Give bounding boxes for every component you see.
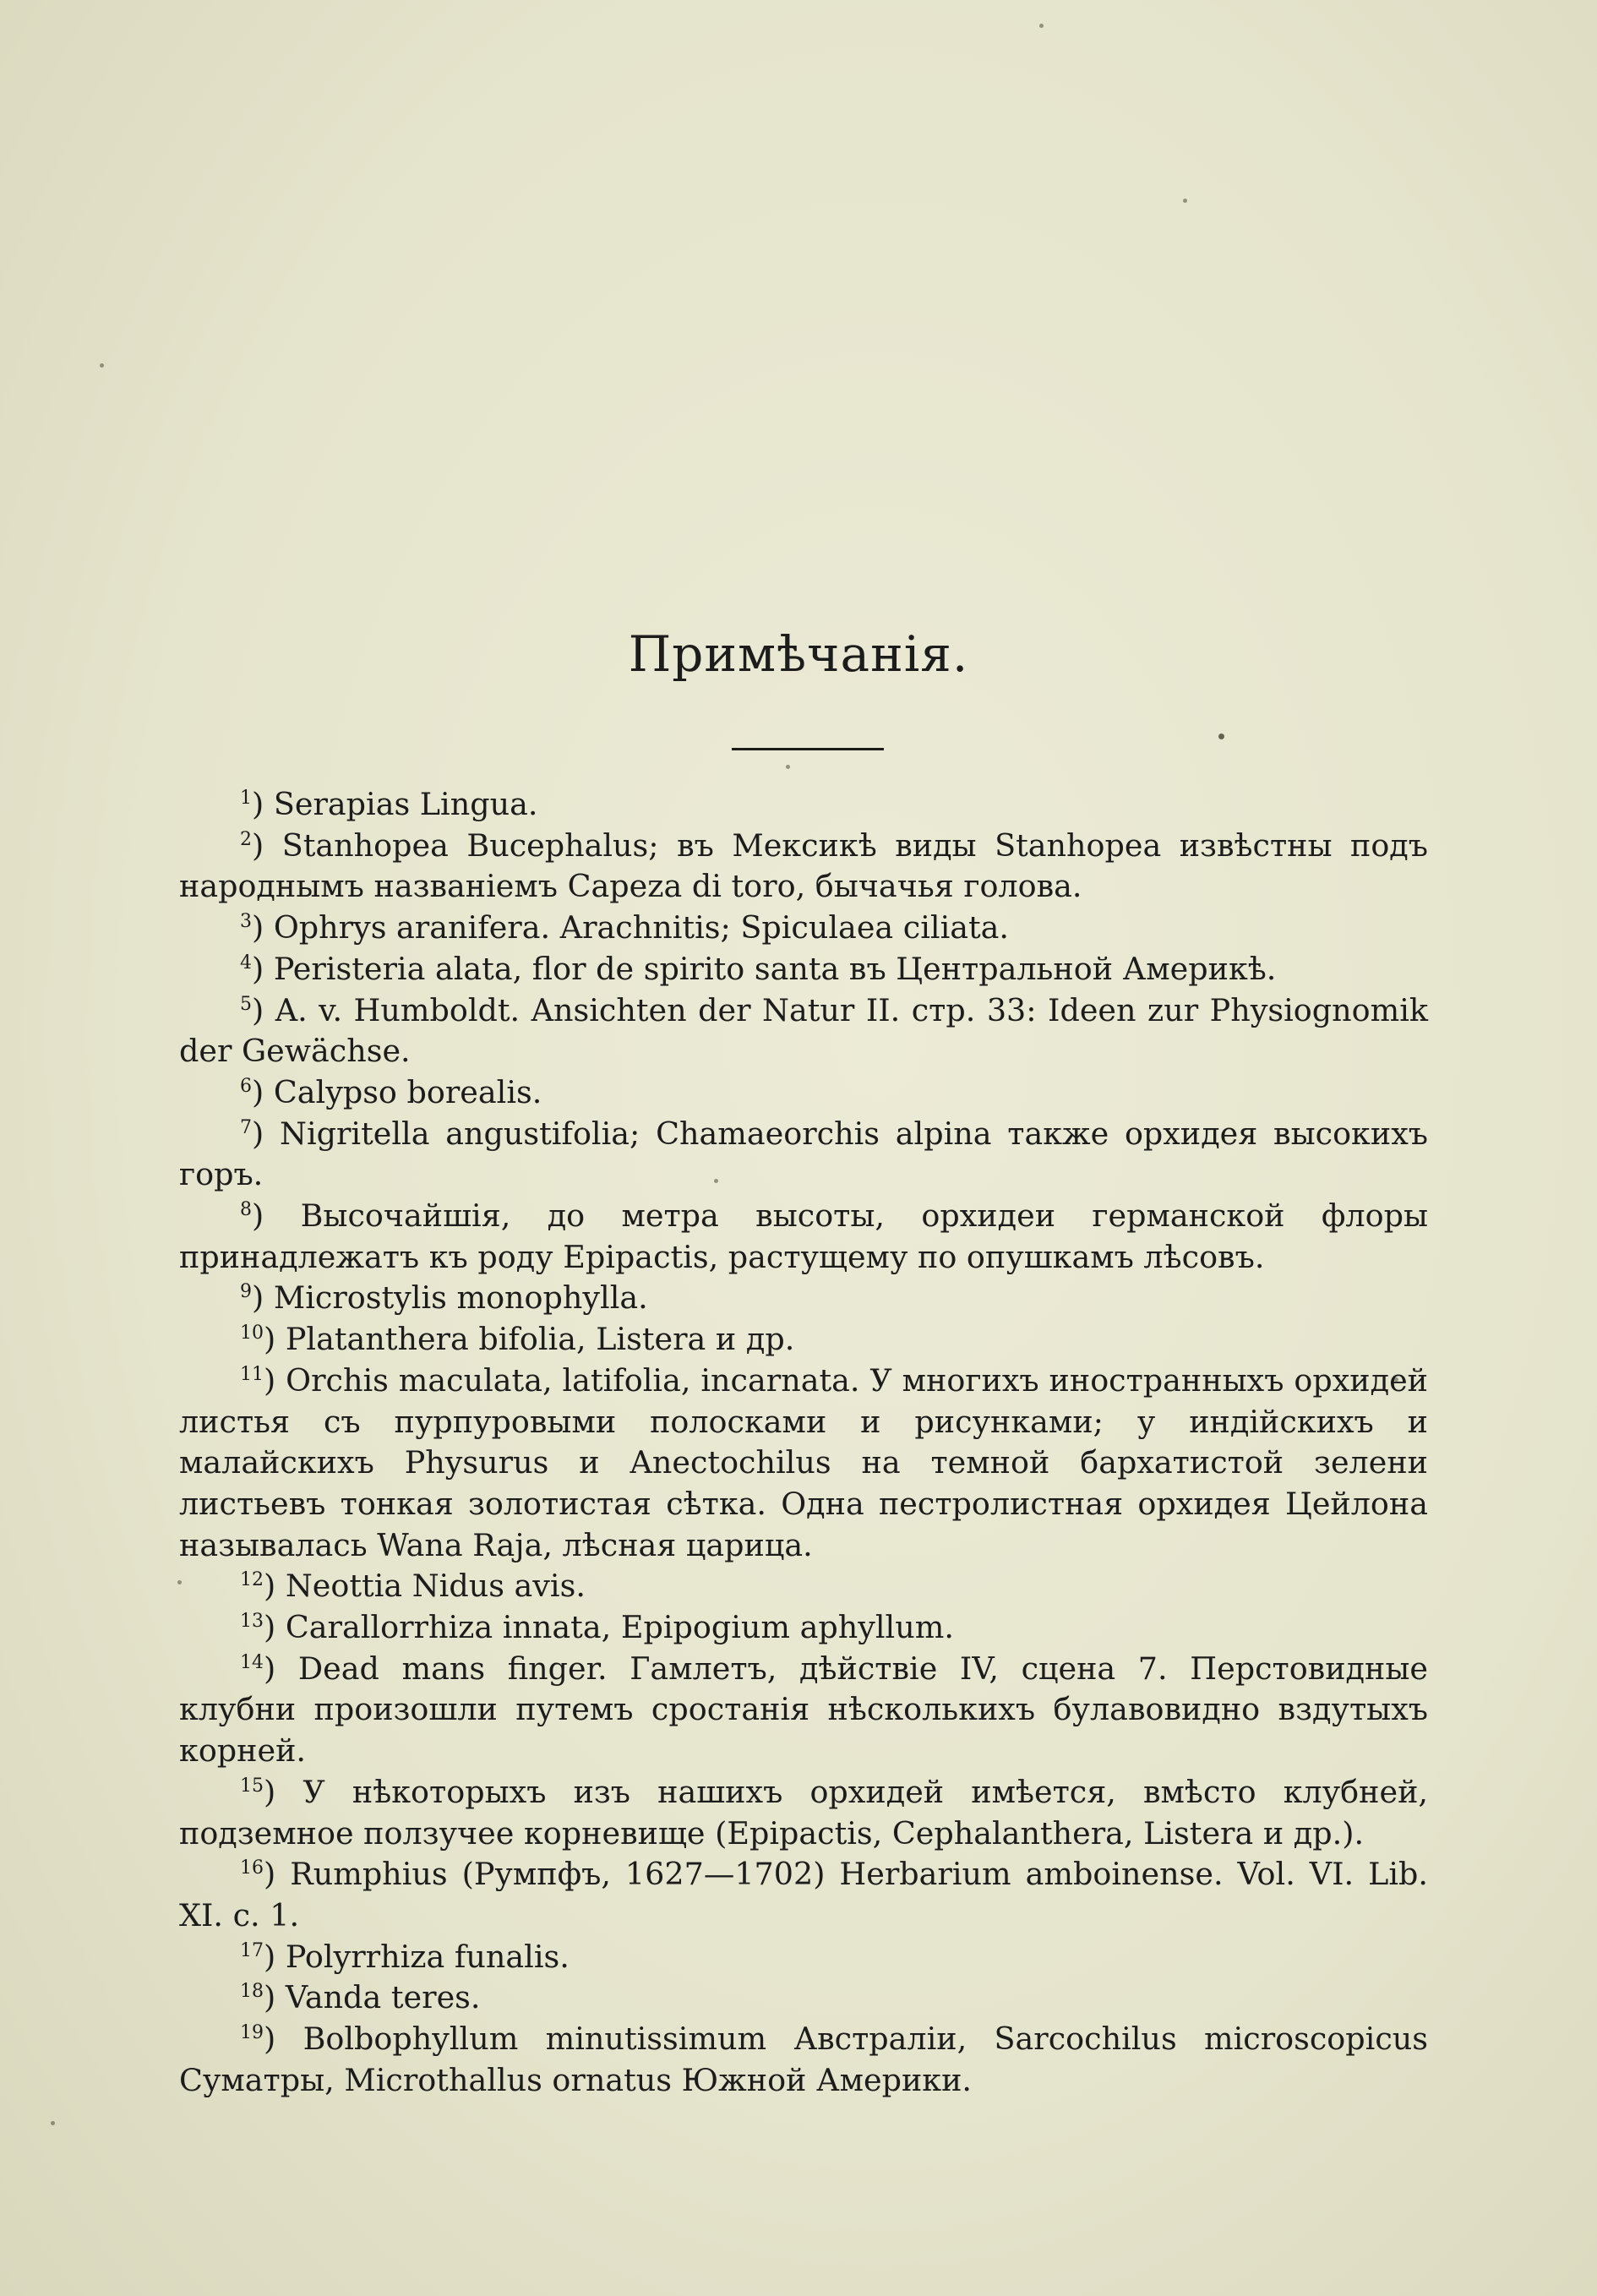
note-number: 19	[240, 2022, 264, 2044]
note-number: 9	[240, 1281, 252, 1303]
title-divider	[732, 748, 884, 750]
note-item	[179, 1072, 1428, 1114]
note-text: Calypso borealis.	[273, 1073, 542, 1110]
note-item	[179, 1977, 1428, 2019]
note-number-paren: )	[264, 1773, 303, 1810]
note-number-paren: )	[264, 1979, 286, 2016]
note-item	[179, 1772, 1428, 1854]
note-text: Vanda teres.	[285, 1979, 481, 2016]
note-item	[179, 1319, 1428, 1361]
note-number: 14	[240, 1651, 264, 1673]
note-number-paren: )	[252, 1073, 274, 1110]
note-number-paren: )	[264, 1321, 286, 1358]
note-number: 16	[240, 1857, 264, 1879]
note-item	[179, 990, 1428, 1072]
note-text: Platanthera bifolia, Listera и др.	[285, 1321, 795, 1358]
note-item	[179, 826, 1428, 908]
note-number-paren: )	[264, 2021, 303, 2058]
note-number: 17	[240, 1939, 264, 1961]
note-item	[179, 1649, 1428, 1772]
note-number-paren: )	[264, 1856, 291, 1893]
note-text: Serapias Lingua.	[273, 786, 538, 822]
note-number: 18	[240, 1981, 264, 2003]
note-item	[179, 1278, 1428, 1319]
note-text: Stanhopea Bucephalus; въ Мексикѣ виды Stanhopea извѣстны подъ народнымъ названіемъ Capeza di toro, бычачья голова.	[179, 826, 1429, 905]
note-number-paren: )	[252, 826, 282, 864]
note-number: 8	[240, 1199, 252, 1221]
note-number-paren: )	[252, 1197, 301, 1235]
note-item	[179, 2019, 1428, 2101]
note-text: Rumphius (Румпфъ, 1627—1702) Herbarium amboinense. Vol. VI. Lib. XI. c. 1.	[179, 1856, 1428, 1933]
note-item	[179, 1937, 1428, 1978]
note-number: 2	[240, 828, 252, 850]
note-item	[179, 1196, 1428, 1278]
note-text: Microstylis monophylla.	[273, 1279, 648, 1317]
note-text: A. v. Humboldt. Ansichten der Natur II. стр. 33: Ideen zur Physiognomik der Gewächse.	[179, 991, 1429, 1070]
paper-speck	[51, 2121, 55, 2125]
paper-speck	[1183, 199, 1187, 203]
note-number: 15	[240, 1775, 264, 1797]
note-number-paren: )	[252, 950, 274, 987]
note-number-paren: )	[252, 1115, 280, 1152]
note-number-paren: )	[252, 991, 275, 1028]
note-number: 4	[240, 952, 252, 973]
paper-speck	[100, 363, 104, 368]
note-item	[179, 1854, 1428, 1936]
note-text: Peristeria alata, flor de spirito santa въ Центральной Америкѣ.	[273, 950, 1277, 987]
note-number-paren: )	[252, 786, 274, 822]
note-text: У нѣкоторыхъ изъ нашихъ орхидей имѣется, вмѣсто клубней, подземное ползучее корневище (Epipactis, Cephalanthera, Listera и др.).	[179, 1773, 1429, 1852]
note-number: 5	[240, 993, 252, 1015]
note-number: 13	[240, 1611, 264, 1633]
note-number-paren: )	[264, 1650, 298, 1687]
note-number-paren: )	[264, 1609, 286, 1646]
note-text: Carallorrhiza innata, Epipogium aphyllum.	[285, 1609, 954, 1646]
note-text: Nigritella angustifolia; Chamaeorchis alpina также орхидея высокихъ горъ.	[179, 1115, 1429, 1193]
note-number: 6	[240, 1075, 252, 1097]
note-item	[179, 1607, 1428, 1649]
paper-speck	[786, 765, 790, 769]
page-title: Примѣчанія.	[628, 625, 969, 683]
note-item	[179, 949, 1428, 990]
paper-speck	[1039, 24, 1044, 28]
note-number: 3	[240, 911, 252, 933]
note-text: Dead mans finger. Гамлетъ, дѣйствіе IV, сцена 7. Перстовидные клубни произошли путемъ сростанія нѣсколькихъ булавовидно вздутыхъ корней.	[179, 1650, 1429, 1770]
note-number: 1	[240, 788, 252, 809]
note-text: Polyrrhiza funalis.	[285, 1938, 570, 1975]
note-number-paren: )	[264, 1361, 286, 1399]
note-number-paren: )	[264, 1938, 286, 1975]
note-text: Высочайшія, до метра высоты, орхидеи германской флоры принадлежатъ къ роду Epipactis, растущему по опушкамъ лѣсовъ.	[179, 1197, 1428, 1275]
note-number-paren: )	[252, 1279, 274, 1317]
paper-speck	[1218, 734, 1224, 739]
note-number-paren: )	[264, 1568, 286, 1605]
note-text: Ophrys aranifera. Arachnitis; Spiculaea ciliata.	[273, 909, 1010, 946]
note-item	[179, 908, 1428, 949]
note-text: Orchis maculata, latifolia, incarnata. У многихъ иностранныхъ орхидей листья съ пурпуровыми полосками и рисунками; у индійскихъ и малайскихъ Physurus и Anectochilus на темной бархатистой зелени листьевъ тонкая золотистая сѣтка. Одна пестролистная орхидея Цейлона называлась Wana Raja, лѣсная царица.	[179, 1361, 1429, 1563]
note-text: Neottia Nidus avis.	[285, 1568, 586, 1605]
note-item	[179, 784, 1428, 826]
note-number: 10	[240, 1323, 264, 1344]
note-number-paren: )	[252, 909, 274, 946]
note-text: Bolbophyllum minutissimum Австраліи, Sarcochilus microscopicus Суматры, Microthallus ornatus Южной Америки.	[179, 2021, 1428, 2098]
notes-list	[179, 784, 1428, 2102]
note-number: 7	[240, 1116, 252, 1138]
note-number: 12	[240, 1569, 264, 1591]
note-item	[179, 1566, 1428, 1607]
note-item	[179, 1361, 1428, 1567]
note-item	[179, 1114, 1428, 1196]
note-number: 11	[240, 1363, 264, 1385]
